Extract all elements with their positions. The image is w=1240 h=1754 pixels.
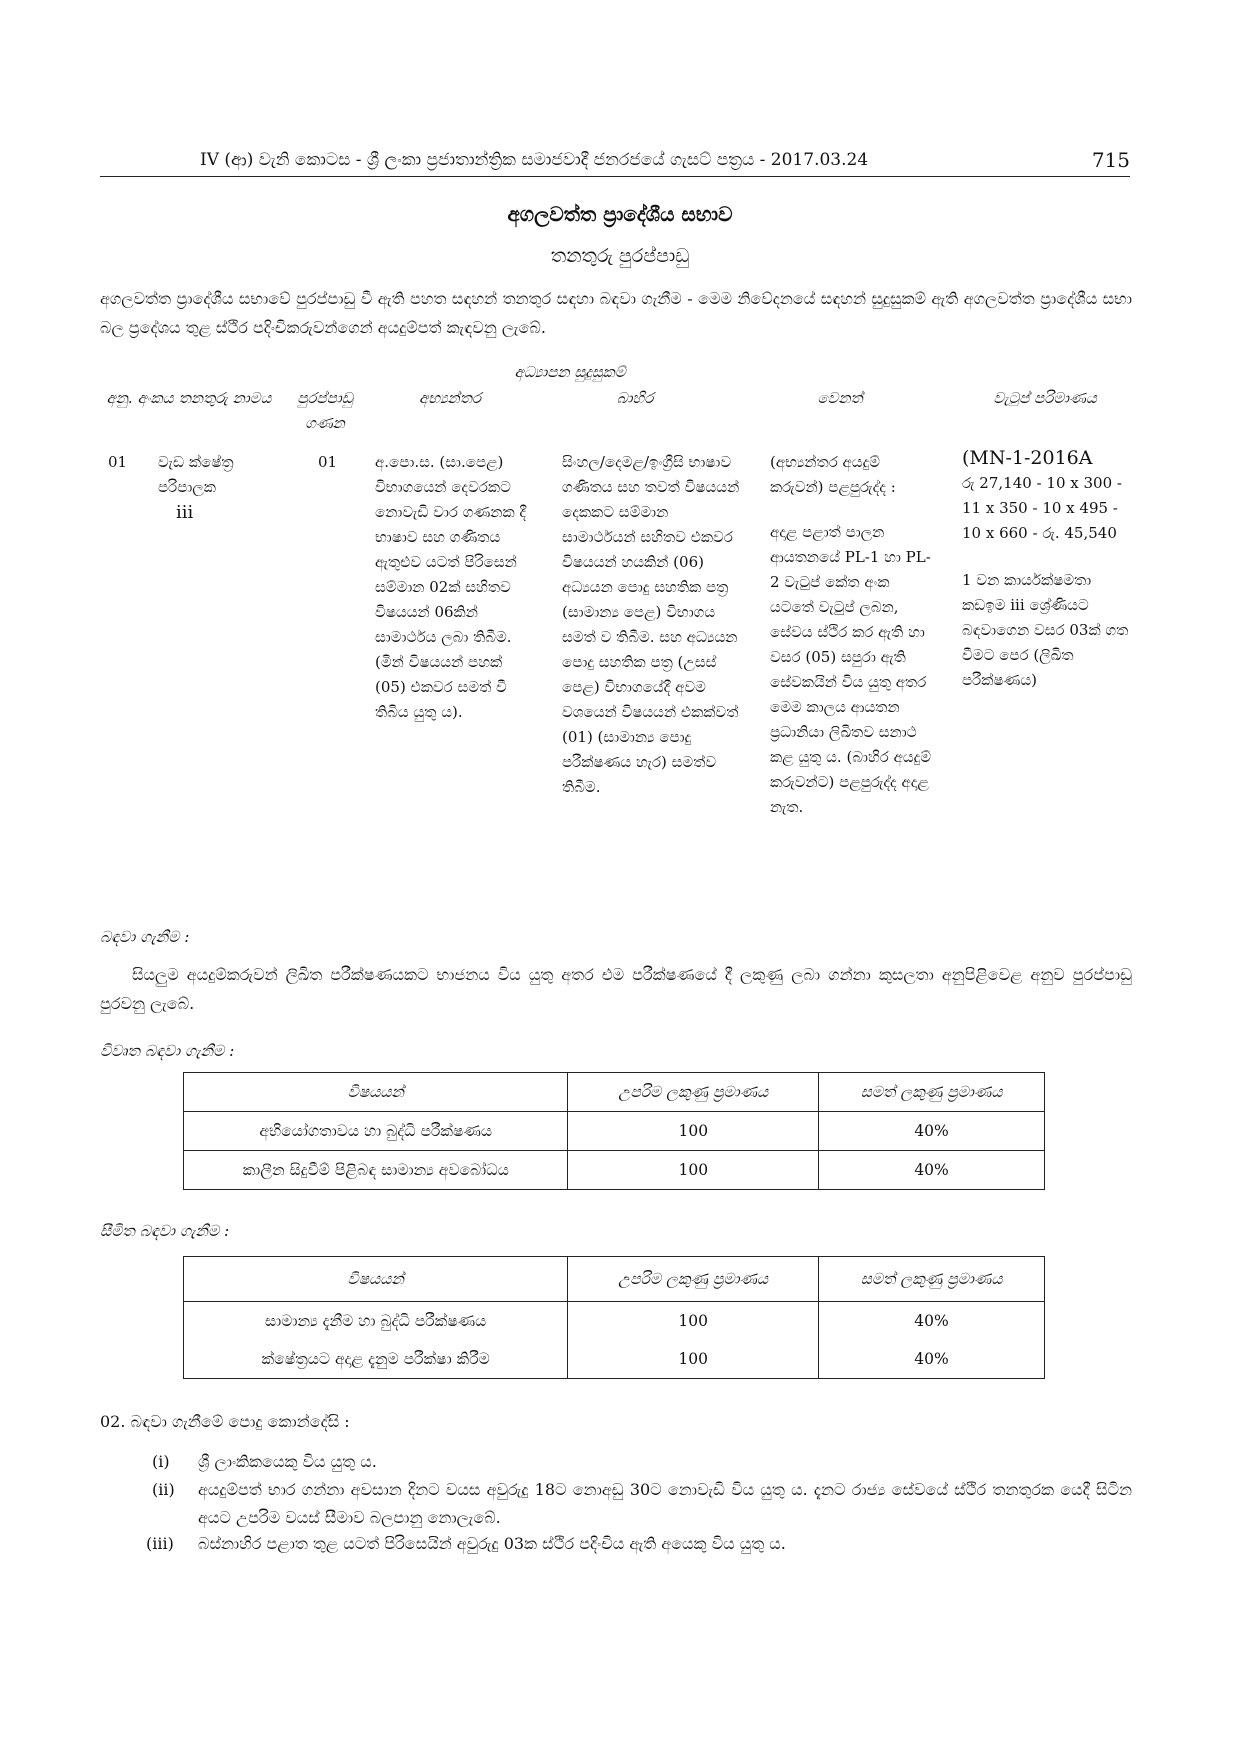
row-post-name: වැඩ ක්ෂේත්‍ර පරිපාලක — [158, 453, 234, 496]
qualifications-group-header: අධ්‍යාපන සුදුසුකම් — [514, 363, 626, 381]
condition-number: (i) — [152, 1452, 170, 1471]
limited-cell-subject: ක්ෂේත්‍රයට අදාළ දැනුම පරීක්ෂා කිරීම — [184, 1340, 568, 1379]
condition-text: බස්නාහිර පළාත තුළ යටත් පිරිසෙයින් අවුරුදු 03ක ස්ථිර පදිංචිය ඇති අයෙකු විය යුතු ය. — [198, 1534, 786, 1553]
condition-item — [152, 1476, 1132, 1536]
row-other — [770, 450, 935, 820]
row-serial: 01 — [108, 453, 128, 471]
limited-recruitment-label: සීමිත බඳවා ගැනීම : — [100, 1222, 230, 1240]
table-row — [184, 1112, 1045, 1151]
open-th-pass: සමත් ලකුණු ප්‍රමාණය — [819, 1073, 1045, 1112]
salary-scale: රු 27,140 - 10 x 300 - 11 x 350 - 10 x 495 - 10 x 660 - රු. 45,540 — [962, 474, 1122, 542]
row-post — [158, 450, 273, 525]
open-cell-pass: 40% — [819, 1112, 1045, 1151]
table-row — [184, 1340, 1045, 1379]
intro-paragraph: අගලවත්ත ප්‍රාදේශීය සභාවේ පුරප්පාඩු වී ඇති පහත සඳහන් තනතුර සඳහා බඳවා ගැනීම - මෙම නිවේදනයේ සඳහන් සුදුසුකම් ඇති අගලවත්ත ප්‍රාදේශීය සභා බල ප්‍රදේශය තුළ ස්ථිර පදිංචිකරුවන්ගෙන් අයදුම්පත් කැඳවනු ලැබේ. — [100, 289, 1132, 337]
limited-cell-max: 100 — [568, 1340, 819, 1379]
limited-th-max: උපරිම ලකුණු ප්‍රමාණය — [568, 1257, 819, 1302]
limited-cell-pass: 40% — [818, 1302, 1044, 1341]
condition-number: (ii) — [152, 1480, 175, 1499]
row-salary — [962, 446, 1132, 693]
section-subtitle: තනතුරු පුරප්පාඩු — [550, 245, 690, 267]
open-cell-max: 100 — [568, 1112, 819, 1151]
table-row — [184, 1151, 1045, 1190]
limited-th-subject: විෂයයන් — [184, 1257, 568, 1302]
limited-recruitment-table — [183, 1256, 1045, 1379]
header-internal: අභ්‍යන්තර — [419, 389, 481, 407]
condition-item — [152, 1448, 1132, 1478]
row-vacancies: 01 — [318, 453, 338, 471]
condition-text: ශ්‍රී ලාංකිකයෙකු විය යුතු ය. — [198, 1452, 377, 1471]
open-recruitment-table — [183, 1072, 1045, 1190]
header-vacancies: පුරප්පාඩු ගණන — [297, 389, 353, 432]
open-th-max: උපරිම ලකුණු ප්‍රමාණය — [568, 1073, 819, 1112]
row-other-experience: අදාළ පළාත් පාලන ආයතනයේ PL-1 හා PL-2 වැටුප් කේත අංක යටතේ වැටුප් ලබන, සේවය ස්ථිර කර ඇති හා වසර (05) සපුරා ඇති සේවකයින් විය යුතු අතර මෙම කාලය ආයතන ප්‍රධානියා ලිඛිතව සනාථ කළ යුතු ය. (බාහිර අයදුම් කරුවන්ට) පළපුරුද්ද අදාළ නැත. — [770, 523, 932, 816]
header-salary: වැටුප් පරිමාණය — [993, 389, 1097, 407]
header-other: වෙනත් — [817, 389, 863, 407]
limited-th-pass: සමත් ලකුණු ප්‍රමාණය — [818, 1257, 1044, 1302]
open-cell-max: 100 — [568, 1151, 819, 1190]
open-cell-subject: අභියෝගතාවය හා බුද්ධි පරීක්ෂණය — [184, 1112, 568, 1151]
row-external: සිංහල/දෙමළ/ඉංග්‍රීසි භාෂාව ගණිතය සහ තවත් විෂයයන් දෙකකට සම්මාන සාමාර්ථයන් සහිතව එකවර විෂයයන් හයකින් (06) අධ්‍යයන පොදු සහතික පත්‍ර (සාමාන්‍ය පෙළ) විභාගය සමත් ව තිබීම. සහ අධ්‍යයන පොදු සහතික පත්‍ර (උසස් පෙළ) විභාගයේදී අවම වශයෙන් විෂයයන් එකක්වත් (01) (සාමාන්‍ය පොදු පරීක්ෂණය හැර) සමත්ව තිබීම. — [562, 453, 740, 796]
header-external: බාහිර — [616, 389, 654, 407]
header-serial: අනු. අංකය — [106, 389, 174, 407]
open-cell-pass: 40% — [819, 1151, 1045, 1190]
salary-efficiency-note: 1 වන කාර්යක්ෂමතා කඩඉම iii ශ්‍රේණියට බඳවාගෙන වසර 03ක් ගත වීමට පෙර (ලිඛිත පරීක්ෂණය) — [962, 571, 1129, 689]
condition-item — [146, 1530, 1132, 1560]
page-number: 715 — [1091, 148, 1130, 172]
row-post-grade: iii — [176, 502, 194, 523]
recruitment-label: බඳවා ගැනීම : — [100, 928, 190, 946]
limited-cell-subject: සාමාන්‍ය දැනීම හා බුද්ධි පරීක්ෂණය — [184, 1302, 568, 1341]
header-post: තනතුරු නාමය — [178, 389, 272, 407]
open-recruitment-label: විවෘත බඳවා ගැනීම : — [100, 1042, 235, 1060]
page-header — [100, 148, 1130, 177]
limited-cell-pass: 40% — [818, 1340, 1044, 1379]
condition-number: (iii) — [146, 1534, 174, 1553]
row-internal: අ.පො.ස. (සා.පෙළ) විභාගයෙන් දෙවරකට නොවැඩි වාර ගණනක දී භාෂාව සහ ගණිතය ඇතුළුව යටත් පිරිසෙන් සම්මාන 02ක් සහිතව විෂයයන් 06කින් සාමාර්ථය ලබා තිබීම. (මින් විෂයයන් පහක් (05) එකවර සමත් වී තිබිය යුතු ය). — [375, 453, 527, 721]
open-cell-subject: කාලීන සිදුවීම් පිළිබඳ සාමාන්‍ය අවබෝධය — [184, 1151, 568, 1190]
limited-cell-max: 100 — [568, 1302, 819, 1341]
general-conditions-heading: 02. බඳවා ගැනීමේ පොදු කොන්දේසි : — [100, 1412, 350, 1431]
council-title: අගලවත්ත ප්‍රාදේශීය සභාව — [507, 202, 733, 226]
table-row — [184, 1302, 1045, 1341]
row-other-internal-note: (අභ්‍යන්තර අයදුම් කරුවන්) පළපුරුද්ද : — [770, 453, 896, 496]
open-th-subject: විෂයයන් — [184, 1073, 568, 1112]
recruitment-paragraph: සියලුම අයදුම්කරුවන් ලිඛිත පරීක්ෂණයකට භාජනය විය යුතු අතර එම පරීක්ෂණයේ දී ලකුණු ලබා ගන්නා කුසලතා අනුපිළිවෙළ අනුව පුරප්පාඩු පුරවනු ලැබේ. — [100, 965, 1132, 1013]
header-text: IV (ආ) වැනි කොටස - ශ්‍රී ලංකා ප්‍රජාතාන්ත්‍රික සමාජවාදී ජනරජයේ ගැසට් පත්‍රය - 2017.03.24 — [200, 150, 869, 170]
salary-code: (MN-1-2016A — [962, 447, 1093, 469]
condition-text: අයදුම්පත් භාර ගන්නා අවසාන දිනට වයස අවුරුදු 18ට නොඅඩු 30ට නොවැඩි විය යුතු ය. දැනට රාජ්‍ය සේවයේ ස්ථිර තනතුරක යෙදී සිටින අයට උපරිම වයස් සීමාව බලපානු නොලැබේ. — [198, 1480, 1132, 1527]
